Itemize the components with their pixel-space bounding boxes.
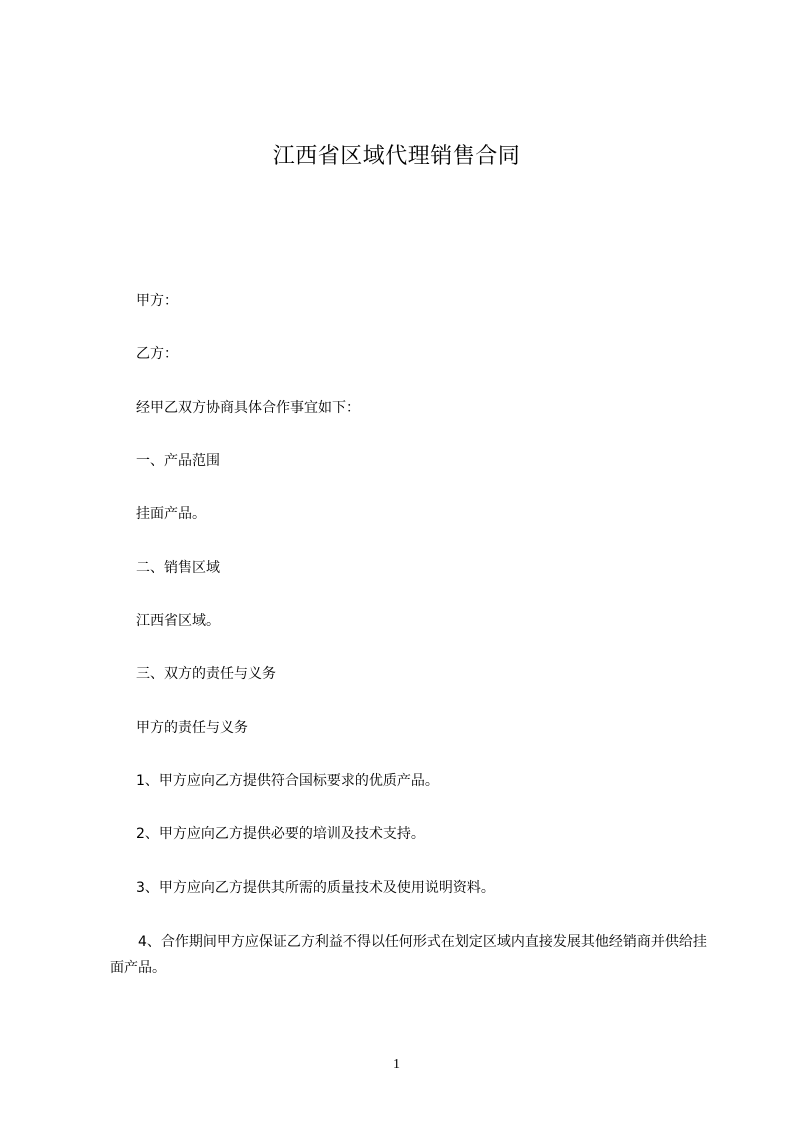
section-heading-responsibilities: 三、双方的责任与义务 [136,666,276,682]
clause-item-4: 4、合作期间甲方应保证乙方利益不得以任何形式在划定区域内直接发展其他经销商并供给挂面产品。 [110,934,707,976]
section-heading-product-scope: 一、产品范围 [136,453,220,469]
sales-region-text: 江西省区域。 [136,613,220,629]
intro-paragraph: 经甲乙双方协商具体合作事宜如下： [136,400,360,416]
party-b-line: 乙方： [136,346,178,362]
clause-item-3: 3、甲方应向乙方提供其所需的质量技术及使用说明资料。 [136,880,495,896]
clause-item-2: 2、甲方应向乙方提供必要的培训及技术支持。 [136,826,425,842]
page-number: 1 [393,1057,400,1072]
section-heading-sales-region: 二、销售区域 [136,560,220,576]
party-a-line: 甲方： [136,293,178,309]
clause-item-1: 1、甲方应向乙方提供符合国标要求的优质产品。 [136,773,439,789]
product-scope-text: 挂面产品。 [136,506,206,522]
document-title: 江西省区域代理销售合同 [272,144,521,169]
subheading-party-a-duties: 甲方的责任与义务 [136,720,248,736]
